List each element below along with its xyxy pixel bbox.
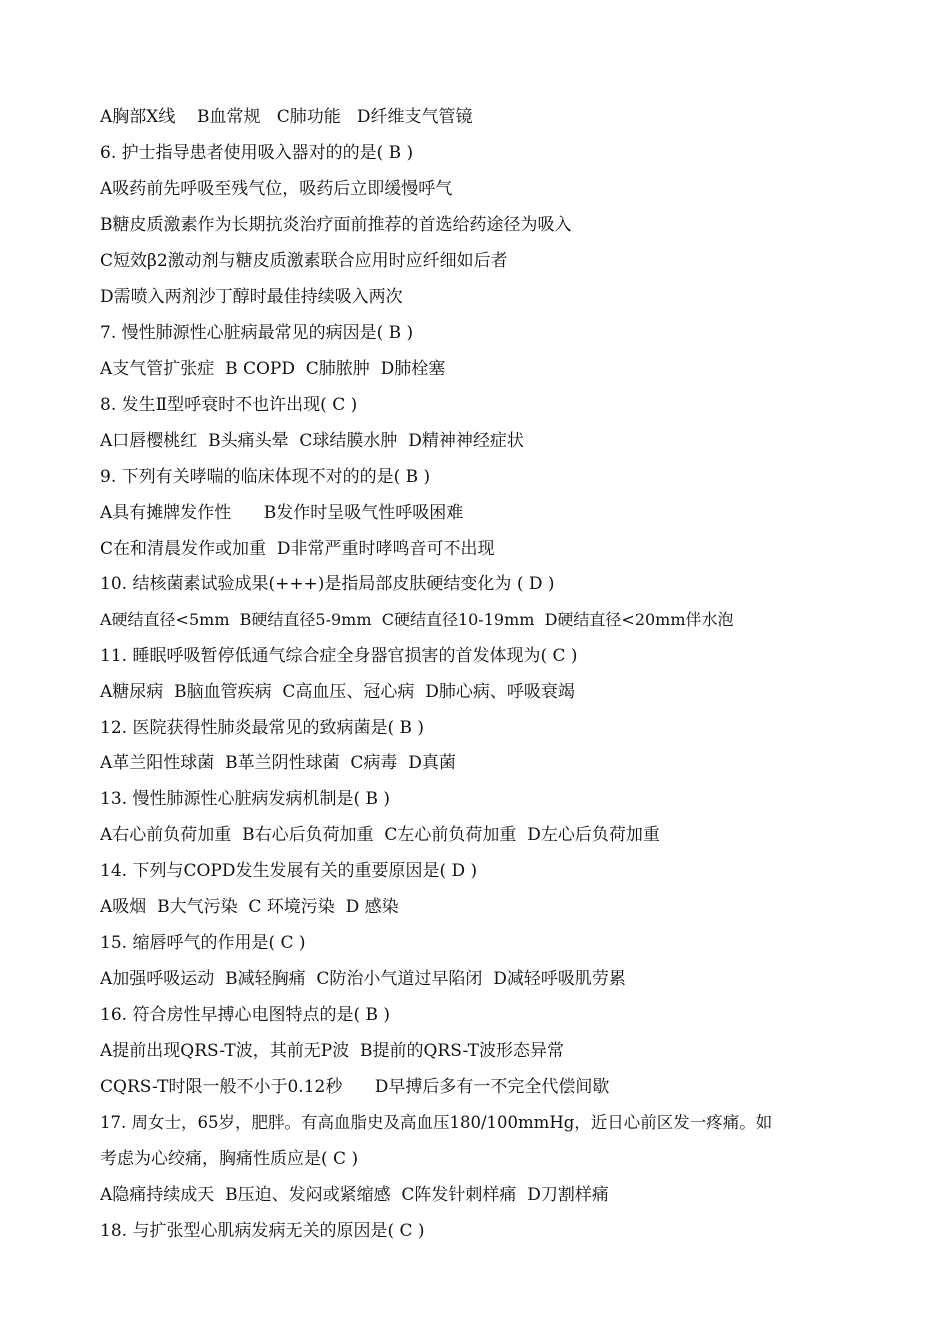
question-6: 6. 护士指导患者使用吸入器对的的是( B ) [100,143,414,163]
option-line: A具有摊牌发作性 B发作时呈吸气性呼吸困难 [100,503,464,523]
option-line: CQRS-T时限一般不小于0.12秒 D早搏后多有一不完全代偿间歇 [100,1077,610,1097]
option-line: A吸药前先呼吸至残气位，吸药后立即缓慢呼气 [100,179,453,199]
question-11: 11. 睡眠呼吸暂停低通气综合症全身器官损害的首发体现为( C ) [100,646,578,666]
option-line: B糖皮质激素作为长期抗炎治疗面前推荐的首选给药途径为吸入 [100,215,572,235]
question-13: 13. 慢性肺源性心脏病发病机制是( B ) [100,789,391,809]
question-15: 15. 缩唇呼气的作用是( C ) [100,933,306,953]
option-line: A隐痛持续成天 B压迫、发闷或紧缩感 C阵发针刺样痛 D刀割样痛 [100,1185,609,1205]
question-14: 14. 下列与COPD发生发展有关的重要原因是( D ) [100,861,478,881]
option-line: C在和清晨发作或加重 D非常严重时哮鸣音可不出现 [100,539,495,559]
option-line: A糖尿病 B脑血管疾病 C高血压、冠心病 D肺心病、呼吸衰竭 [100,682,575,702]
text-line: A胸部X线 B血常规 C肺功能 D纤维支气管镜 [100,107,473,127]
option-line: A加强呼吸运动 B减轻胸痛 C防治小气道过早陷闭 D减轻呼吸肌劳累 [100,969,626,989]
option-line: A吸烟 B大气污染 C 环境污染 D 感染 [100,897,399,917]
option-line: A口唇樱桃红 B头痛头晕 C球结膜水肿 D精神神经症状 [100,431,524,451]
question-9: 9. 下列有关哮喘的临床体现不对的的是( B ) [100,467,431,487]
question-17: 17. 周女士，65岁，肥胖。有高血脂史及高血压180/100mmHg，近日心前区发一疼痛。如 [100,1113,773,1132]
question-8: 8. 发生Ⅱ型呼衰时不也许出现( C ) [100,395,358,415]
question-16: 16. 符合房性早搏心电图特点的是( B ) [100,1005,391,1025]
question-7: 7. 慢性肺源性心脏病最常见的病因是( B ) [100,323,414,343]
question-12: 12. 医院获得性肺炎最常见的致病菌是( B ) [100,718,425,738]
option-line: C短效β2激动剂与糖皮质激素联合应用时应纤细如后者 [100,251,508,271]
question-18: 18. 与扩张型心肌病发病无关的原因是( C ) [100,1221,425,1241]
option-line: A硬结直径<5mm B硬结直径5-9mm C硬结直径10-19mm D硬结直径<20mm伴水泡 [100,610,734,629]
question-10: 10. 结核菌素试验成果(+++)是指局部皮肤硬结变化为 ( D ) [100,574,555,594]
option-line: A革兰阳性球菌 B革兰阴性球菌 C病毒 D真菌 [100,753,456,773]
option-line: A右心前负荷加重 B右心后负荷加重 C左心前负荷加重 D左心后负荷加重 [100,825,660,845]
question-17-continued: 考虑为心绞痛，胸痛性质应是( C ) [100,1149,359,1169]
option-line: A提前出现QRS-T波，其前无P波 B提前的QRS-T波形态异常 [100,1041,564,1061]
option-line: D需喷入两剂沙丁醇时最佳持续吸入两次 [100,287,403,307]
option-line: A支气管扩张症 B COPD C肺脓肿 D肺栓塞 [100,359,446,379]
